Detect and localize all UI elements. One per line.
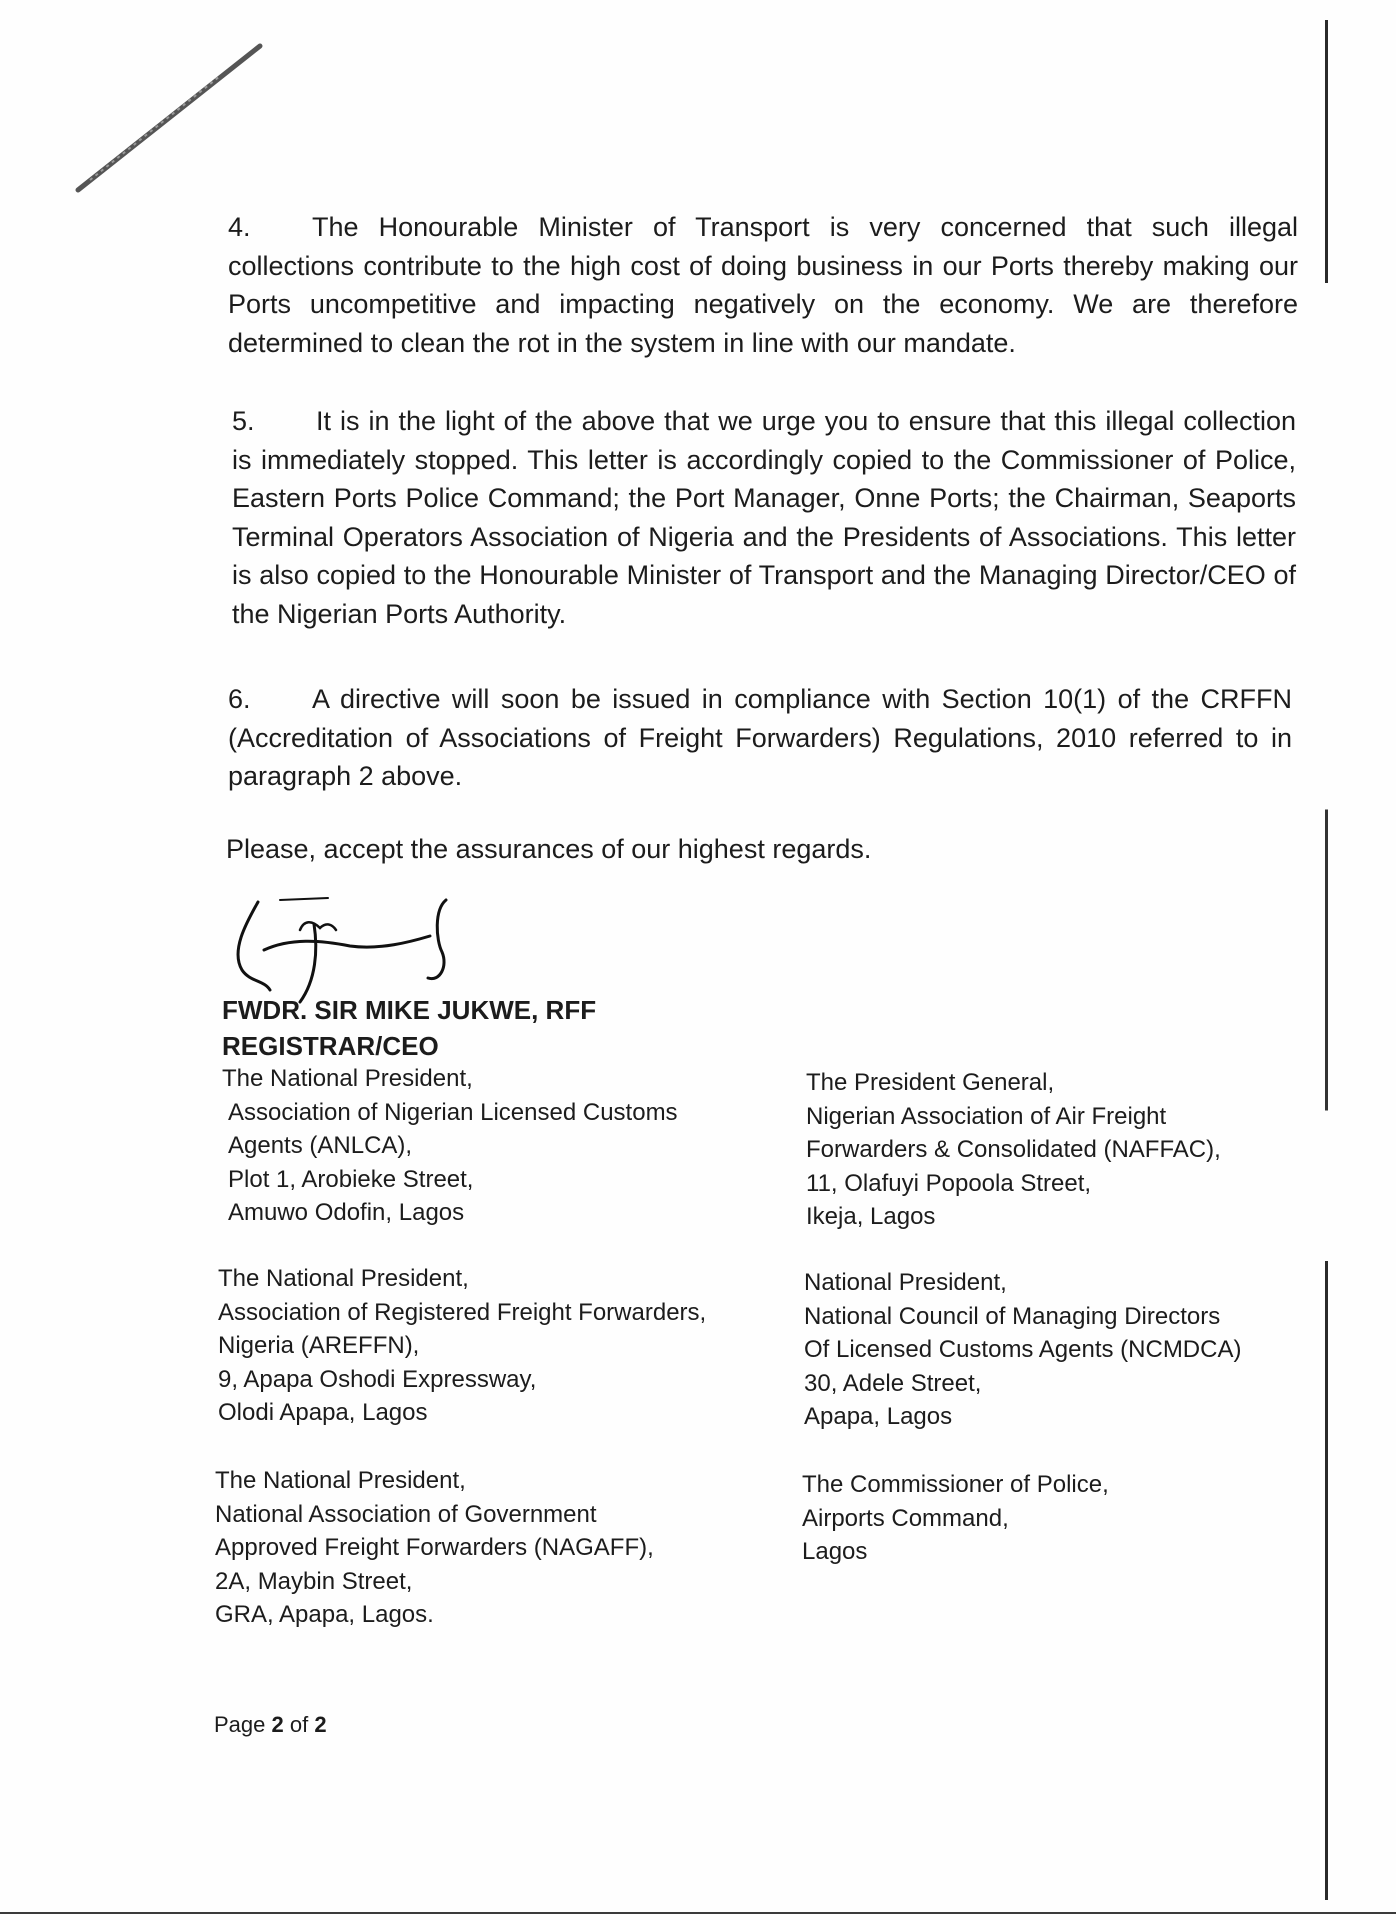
paragraph-6-number: 6.: [228, 684, 251, 714]
address-line: Of Licensed Customs Agents (NCMDCA): [804, 1336, 1242, 1363]
address-line: Ikeja, Lagos: [806, 1203, 936, 1230]
address-line: 11, Olafuyi Popoola Street,: [806, 1169, 1092, 1197]
address-line: Airports Command,: [802, 1504, 1009, 1532]
recipient-airports-police: [802, 1468, 1109, 1569]
address-line: The President General,: [806, 1069, 1055, 1096]
address-line: Plot 1, Arobieke Street,: [228, 1165, 474, 1193]
address-line: 30, Adele Street,: [804, 1369, 982, 1397]
address-line: National Council of Managing Directors: [804, 1302, 1221, 1330]
signatory-name: FWDR. SIR MIKE JUKWE, RFF: [222, 995, 597, 1025]
address-line: Approved Freight Forwarders (NAGAFF),: [215, 1534, 654, 1561]
recipient-nagaff: [215, 1464, 654, 1632]
paragraph-4-text: The Honourable Minister of Transport is very concerned that such illegal collections contribute to the high cost of doing business in our Ports thereby making our Ports uncompetitive and impacting negatively on the economy. We are therefore determined to clean the rot in the system in line with our mandate.: [228, 212, 1298, 358]
address-line: Association of Nigerian Licensed Customs: [228, 1098, 678, 1126]
address-line: Association of Registered Freight Forwarders,: [218, 1298, 707, 1326]
address-line: Forwarders & Consolidated (NAFFAC),: [806, 1136, 1221, 1163]
address-line: Apapa, Lagos: [804, 1403, 953, 1430]
address-line: The National President,: [218, 1265, 469, 1292]
page-total: 2: [314, 1712, 327, 1737]
address-line: Agents (ANLCA),: [228, 1132, 413, 1159]
address-line: 2A, Maybin Street,: [215, 1567, 413, 1595]
page-word: Page: [214, 1712, 266, 1737]
page-current: 2: [271, 1712, 284, 1737]
scan-corner-mark: [70, 40, 270, 200]
address-line: The Commissioner of Police,: [802, 1471, 1109, 1498]
paragraph-6-text: A directive will soon be issued in compliance with Section 10(1) of the CRFFN (Accreditation of Associations of Freight Forwarders) Regulations, 2010 referred to in paragraph 2 above.: [228, 684, 1292, 791]
paragraph-4: [228, 208, 1298, 362]
page-number: [214, 1712, 327, 1738]
recipient-anlca: [222, 1062, 678, 1230]
address-line: Nigerian Association of Air Freight: [806, 1102, 1167, 1130]
closing-line: Please, accept the assurances of our highest regards.: [226, 834, 872, 864]
address-line: Olodi Apapa, Lagos: [218, 1399, 428, 1426]
recipient-areffn: [218, 1262, 706, 1430]
recipient-naffac: [806, 1066, 1221, 1234]
address-line: 9, Apapa Oshodi Expressway,: [218, 1365, 537, 1393]
address-line: Nigeria (AREFFN),: [218, 1332, 420, 1359]
address-line: National Association of Government: [215, 1500, 597, 1528]
scan-edge-right: [1325, 20, 1328, 1900]
address-line: The National President,: [215, 1467, 466, 1494]
address-line: Lagos: [802, 1538, 868, 1565]
signatory-block: [222, 992, 596, 1064]
address-line: National President,: [804, 1269, 1007, 1296]
paragraph-6: [228, 680, 1292, 796]
paragraph-5-text: It is in the light of the above that we urge you to ensure that this illegal collection is immediately stopped. This letter is accordingly copied to the Commissioner of Police, Eastern Ports Police Command; the Port Manager, Onne Ports; the Chairman, Seaports Terminal Operators Association of Nigeria and the Presidents of Associations. This letter is also copied to the Honourable Minister of Transport and the Managing Director/CEO of the Nigerian Ports Authority.: [232, 406, 1296, 629]
of-word: of: [289, 1712, 309, 1737]
address-line: Amuwo Odofin, Lagos: [228, 1199, 465, 1226]
paragraph-4-number: 4.: [228, 212, 251, 242]
paragraph-5: [232, 402, 1296, 633]
address-line: GRA, Apapa, Lagos.: [215, 1601, 434, 1628]
scan-edge-bottom: [0, 1912, 1396, 1914]
recipient-ncmdca: [804, 1266, 1241, 1434]
address-line: The National President,: [222, 1065, 473, 1092]
signatory-title: REGISTRAR/CEO: [222, 1031, 439, 1061]
paragraph-5-number: 5.: [232, 406, 255, 436]
